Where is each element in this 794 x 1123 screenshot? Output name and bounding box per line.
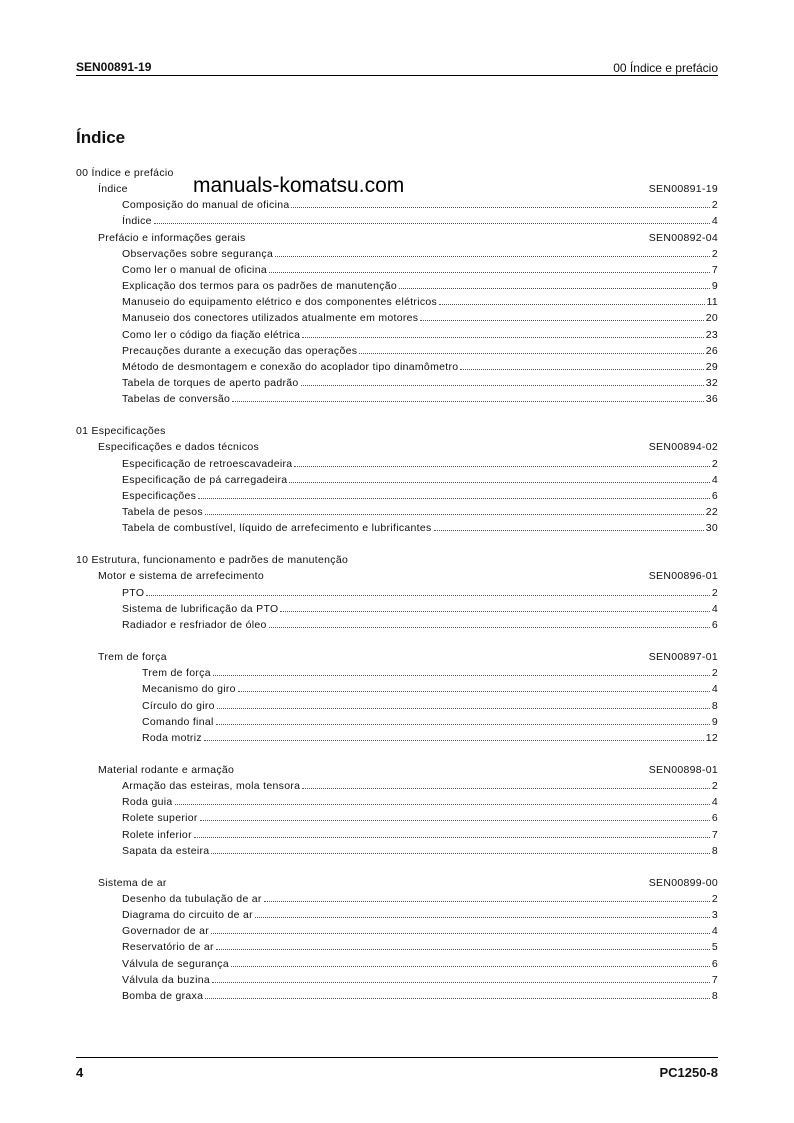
toc-entry-page: 8 (711, 989, 718, 1002)
toc-entry-page: 8 (711, 699, 718, 712)
toc-entry-label: 00 Índice e prefácio (76, 167, 174, 179)
toc-entry[interactable] (98, 183, 718, 199)
toc-entry[interactable] (98, 651, 718, 667)
toc-entry-label: Rolete superior (122, 812, 198, 825)
toc-entry-label: Reservatório de ar (122, 941, 214, 954)
toc-entry-page: SEN00898-01 (648, 763, 718, 776)
toc-dot-leader (169, 659, 647, 660)
toc-dot-leader (434, 529, 704, 531)
toc-dot-leader (275, 255, 710, 257)
toc-dot-leader (269, 271, 710, 273)
toc-entry[interactable] (122, 393, 718, 409)
toc-entry[interactable] (142, 667, 718, 683)
toc-entry-page: SEN00896-01 (648, 570, 718, 583)
toc-entry-label: Comando final (142, 715, 214, 728)
toc-dot-leader (216, 723, 710, 725)
toc-entry[interactable] (122, 619, 718, 635)
toc-dot-leader (231, 965, 710, 967)
toc-entry-label: Manuseio dos conectores utilizados atualmente em motores (122, 312, 419, 325)
toc-dot-leader (211, 932, 710, 934)
toc-entry-label: Precauções durante a execução das operações (122, 344, 358, 357)
toc-dot-leader (269, 626, 710, 628)
toc-entry-page: 2 (711, 247, 718, 260)
toc-entry[interactable] (122, 925, 718, 941)
toc-entry-label: Trem de força (98, 651, 167, 664)
toc-entry-page: SEN00891-19 (648, 183, 718, 196)
toc-entry[interactable] (122, 829, 718, 845)
toc-entry-label: Composição do manual de oficina (122, 199, 290, 212)
toc-dot-leader (460, 368, 703, 370)
toc-entry-page: 11 (706, 296, 718, 309)
toc-entry-page: SEN00892-04 (648, 231, 718, 244)
toc-dot-leader (301, 384, 704, 386)
toc-entry-page: 4 (711, 602, 718, 615)
toc-entry-label: Tabelas de conversão (122, 393, 231, 406)
toc-entry[interactable] (122, 893, 718, 909)
toc-entry-label: Bomba de graxa (122, 989, 204, 1002)
toc-entry[interactable] (98, 441, 718, 457)
toc-entry-page: 6 (711, 957, 718, 970)
toc-entry-label: Tabela de torques de aperto padrão (122, 376, 299, 389)
toc-entry-label: Motor e sistema de arrefecimento (98, 570, 264, 583)
toc-dot-leader (264, 900, 710, 902)
toc-dot-leader (213, 674, 710, 676)
toc-entry-page: 9 (711, 280, 718, 293)
toc-entry-label: Índice (122, 215, 152, 228)
toc-entry[interactable] (142, 716, 718, 732)
toc-dot-leader (205, 513, 704, 515)
toc-dot-leader (280, 610, 709, 612)
toc-entry-label: 01 Especificações (76, 425, 166, 438)
toc-entry-page: SEN00897-01 (648, 651, 718, 664)
toc-dot-leader (255, 916, 710, 918)
toc-entry-page: SEN00894-02 (648, 441, 718, 454)
toc-entry-label: Como ler o manual de oficina (122, 263, 267, 276)
toc-dot-leader (302, 787, 710, 789)
toc-entry[interactable] (98, 877, 718, 893)
toc-entry[interactable] (122, 296, 718, 312)
toc-entry-label: Especificações (122, 489, 197, 502)
toc-dot-leader (205, 997, 710, 999)
toc-entry-label: Rolete inferior (122, 828, 192, 841)
toc-entry-label: Roda motriz (142, 731, 202, 744)
toc-entry[interactable] (142, 732, 718, 748)
toc-dot-leader (266, 578, 647, 579)
header-doc-code: SEN00891-19 (76, 60, 152, 74)
toc-entry[interactable] (98, 764, 718, 780)
toc-entry-page: 30 (705, 522, 718, 535)
toc-entry-label: Especificações e dados técnicos (98, 441, 260, 454)
toc-entry[interactable] (76, 425, 718, 441)
toc-dot-leader (211, 852, 709, 854)
toc-entry-label: Especificação de retroescavadeira (122, 457, 293, 470)
toc-entry[interactable] (122, 941, 718, 957)
toc-entry-label: Roda guia (122, 796, 173, 809)
toc-entry-page: 6 (711, 812, 718, 825)
toc-entry-label: Prefácio e informações gerais (98, 231, 246, 244)
toc-entry[interactable] (122, 474, 718, 490)
toc-dot-leader (238, 690, 710, 692)
toc-entry-page: 2 (711, 780, 718, 793)
toc-entry[interactable] (122, 958, 718, 974)
toc-entry-label: Observações sobre segurança (122, 247, 274, 260)
header-section: 00 Índice e prefácio (613, 61, 718, 75)
toc-entry-label: Manuseio do equipamento elétrico e dos componentes elétricos (122, 296, 438, 309)
toc-entry[interactable] (98, 570, 718, 586)
toc-dot-leader (248, 240, 647, 241)
toc-entry[interactable] (122, 587, 718, 603)
toc-entry-label: Sistema de ar (98, 876, 167, 889)
toc-entry-label: Sapata da esteira (122, 844, 210, 857)
toc-entry-page: 6 (711, 489, 718, 502)
toc-dot-leader (399, 287, 710, 289)
toc-entry[interactable] (122, 845, 718, 861)
toc-dot-leader (261, 449, 647, 450)
toc-entry-page: 12 (705, 731, 718, 744)
toc-entry-label: Sistema de lubrificação da PTO (122, 602, 279, 615)
toc-entry[interactable] (122, 248, 718, 264)
toc-entry-label: Desenho da tubulação de ar (122, 893, 262, 905)
toc-entry-page: 4 (711, 215, 718, 228)
toc-entry-page: 6 (711, 618, 718, 631)
footer-page-number: 4 (76, 1065, 84, 1080)
toc-dot-leader (169, 885, 647, 886)
toc-entry-label: 10 Estrutura, funcionamento e padrões de manutenção (76, 554, 349, 567)
toc-entry-label: Armação das esteiras, mola tensora (122, 780, 301, 793)
toc-dot-leader (154, 222, 710, 224)
toc-dot-leader (236, 772, 647, 773)
toc-entry[interactable] (122, 780, 718, 796)
toc-entry-page: 20 (705, 312, 718, 325)
toc-entry[interactable] (122, 603, 718, 619)
toc-entry-page: 22 (705, 506, 718, 518)
toc-entry[interactable] (142, 700, 718, 716)
toc-entry[interactable] (122, 264, 718, 280)
toc-entry[interactable] (76, 554, 718, 570)
toc-entry-page: 4 (711, 925, 718, 938)
toc-entry-label: Tabela de pesos (122, 506, 203, 518)
toc-dot-leader (194, 836, 710, 838)
toc-entry-page: 32 (705, 376, 718, 389)
toc-dot-leader (200, 819, 710, 821)
toc-dot-leader (175, 803, 710, 805)
toc-entry[interactable] (98, 232, 718, 248)
toc-entry-page: 2 (711, 199, 718, 212)
toc-entry[interactable] (122, 280, 718, 296)
toc-dot-leader (359, 352, 703, 354)
toc-dot-leader (168, 433, 716, 434)
toc-dot-leader (212, 981, 710, 983)
toc-entry-label: Índice (98, 183, 128, 196)
toc-entry[interactable] (122, 199, 718, 215)
toc-dot-leader (216, 948, 710, 950)
toc-entry-page: SEN00899-00 (648, 876, 718, 889)
toc-dot-leader (289, 481, 709, 483)
toc-entry-label: Trem de força (142, 667, 211, 680)
toc-entry[interactable] (122, 796, 718, 812)
toc-entry-label: Governador de ar (122, 925, 210, 938)
toc-entry-page: 26 (705, 344, 718, 357)
footer-model: PC1250-8 (659, 1065, 718, 1080)
footer-rule (76, 1057, 718, 1058)
toc-entry-page: 3 (711, 909, 718, 922)
toc-dot-leader (439, 303, 704, 305)
toc-entry-page: 2 (711, 893, 718, 905)
toc-dot-leader (302, 336, 703, 338)
toc-entry-label: Mecanismo do giro (142, 683, 236, 696)
toc-entry-page: 9 (711, 715, 718, 728)
toc-dot-leader (198, 497, 710, 499)
toc-entry-label: Radiador e resfriador de óleo (122, 618, 267, 631)
toc-entry-page: 8 (711, 844, 718, 857)
toc-entry[interactable] (122, 490, 718, 506)
toc-entry-label: Material rodante e armação (98, 763, 235, 776)
toc-entry-page: 2 (711, 586, 718, 599)
toc-entry[interactable] (122, 990, 718, 1006)
toc-entry-label: Válvula de segurança (122, 957, 229, 970)
toc-dot-leader (291, 206, 709, 208)
toc-entry[interactable] (122, 377, 718, 393)
watermark-text: manuals-komatsu.com (193, 174, 405, 197)
toc-entry[interactable] (122, 458, 718, 474)
toc-entry-label: Explicação dos termos para os padrões de manutenção (122, 280, 398, 293)
toc-entry-page: 4 (711, 683, 718, 696)
toc-entry-page: 4 (711, 473, 718, 486)
toc-entry-label: Diagrama do circuito de ar (122, 909, 253, 922)
toc-dot-leader (294, 465, 709, 467)
toc-dot-leader (232, 400, 704, 402)
toc-entry[interactable] (122, 506, 718, 522)
toc-entry[interactable] (122, 329, 718, 345)
toc-entry-page: 4 (711, 796, 718, 809)
toc-entry-page: 29 (705, 360, 718, 373)
toc-entry[interactable] (122, 345, 718, 361)
toc-entry-page: 7 (711, 828, 718, 841)
toc-entry[interactable] (122, 909, 718, 925)
toc-entry-page: 23 (705, 328, 718, 341)
toc-entry-page: 36 (705, 393, 718, 406)
toc-entry[interactable] (122, 812, 718, 828)
toc-dot-leader (146, 594, 710, 596)
toc-entry-page: 2 (711, 457, 718, 470)
toc-dot-leader (217, 707, 710, 709)
toc-entry-page: 2 (711, 667, 718, 680)
toc-entry-label: PTO (122, 586, 145, 599)
toc-entry-label: Válvula da buzina (122, 973, 210, 986)
page-title: Índice (76, 128, 126, 147)
toc-entry-page: 7 (711, 263, 718, 276)
toc-entry[interactable] (122, 361, 718, 377)
toc-entry-label: Especificação de pá carregadeira (122, 473, 288, 486)
toc-entry-label: Como ler o código da fiação elétrica (122, 328, 301, 341)
toc-entry-page: 7 (711, 973, 718, 986)
header-rule (76, 75, 718, 76)
toc-entry-page: 5 (711, 941, 718, 954)
toc-dot-leader (204, 739, 704, 741)
toc-entry[interactable] (122, 312, 718, 328)
toc-entry[interactable] (142, 683, 718, 699)
toc-entry[interactable] (122, 215, 718, 231)
toc-entry[interactable] (122, 974, 718, 990)
toc-entry[interactable] (122, 522, 718, 538)
toc-dot-leader (420, 319, 703, 321)
toc-entry-label: Método de desmontagem e conexão do acoplador tipo dinamômetro (122, 360, 459, 373)
toc-entry-label: Tabela de combustível, líquido de arrefecimento e lubrificantes (122, 522, 432, 535)
toc-entry-label: Círculo do giro (142, 699, 215, 712)
toc-dot-leader (350, 562, 716, 563)
